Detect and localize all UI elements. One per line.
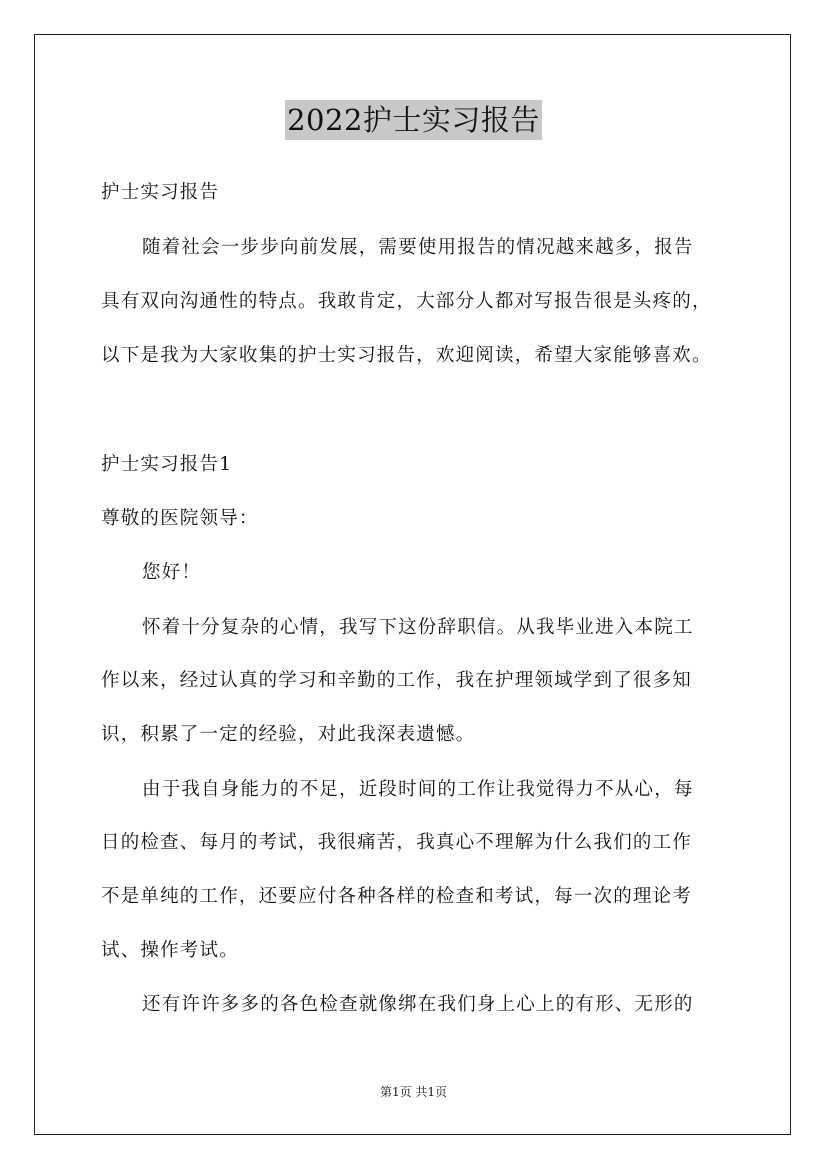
paragraph2-line-2: 日的检查、每月的考试，我很痛苦，我真心不理解为什么我们的工作 — [101, 832, 693, 853]
intro-line-3: 以下是我为大家收集的护士实习报告，欢迎阅读，希望大家能够喜欢。 — [101, 345, 712, 366]
intro-line-2: 具有双向沟通性的特点。我敢肯定，大部分人都对写报告很是头疼的， — [101, 291, 712, 312]
salutation: 尊敬的医院领导： — [101, 508, 259, 529]
greeting: 您好！ — [142, 562, 202, 583]
document-subtitle: 护士实习报告 — [101, 182, 220, 203]
paragraph2-line-1: 由于我自身能力的不足，近段时间的工作让我觉得力不从心，每 — [142, 779, 694, 800]
page-footer — [0, 1083, 827, 1101]
paragraph1-line-1: 怀着十分复杂的心情，我写下这份辞职信。从我毕业进入本院工 — [142, 617, 694, 638]
document-title: 2022护士实习报告 — [285, 100, 542, 140]
paragraph2-line-3: 不是单纯的工作，还要应付各种各样的检查和考试，每一次的理论考 — [101, 886, 693, 907]
paragraph3-line-1: 还有许许多多的各色检查就像绑在我们身上心上的有形、无形的 — [142, 994, 694, 1015]
title-container — [0, 100, 827, 140]
paragraph1-line-2: 作以来，经过认真的学习和辛勤的工作，我在护理领域学到了很多知 — [101, 670, 693, 691]
page-number-info: 第1页 共1页 — [379, 1085, 448, 1099]
paragraph1-line-3: 识，积累了一定的经验，对此我深表遗憾。 — [101, 724, 476, 745]
intro-line-1: 随着社会一步步向前发展，需要使用报告的情况越来越多，报告 — [142, 237, 694, 258]
paragraph2-line-4: 试、操作考试。 — [101, 940, 239, 961]
section-heading: 护士实习报告1 — [101, 454, 233, 475]
